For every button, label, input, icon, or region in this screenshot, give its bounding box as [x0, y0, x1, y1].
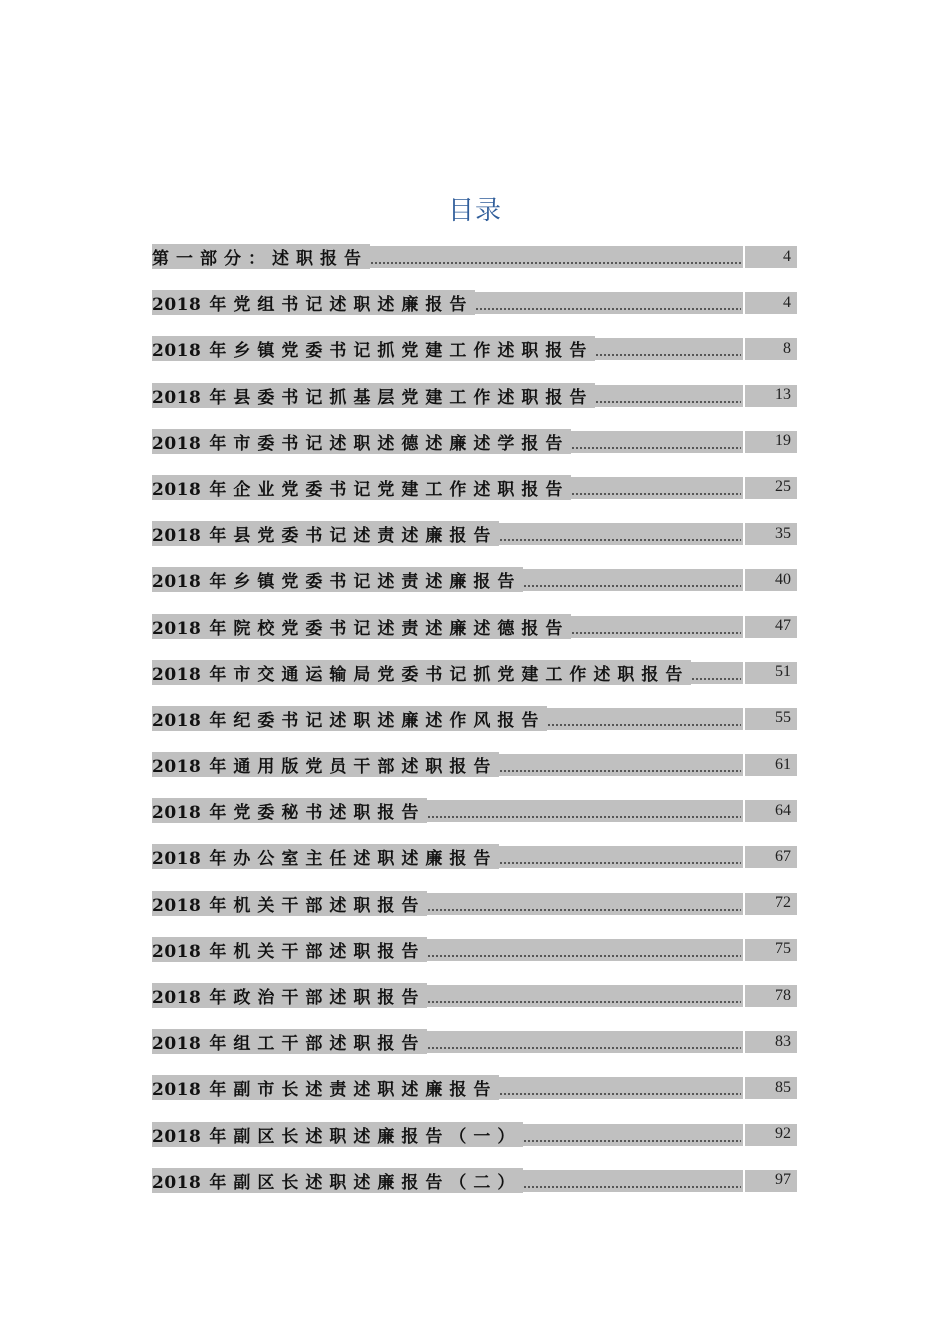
- toc-page-number: 83: [775, 1032, 791, 1050]
- toc-page-number: 13: [775, 386, 791, 404]
- toc-leader-dots: [370, 244, 741, 269]
- toc-entry-label: 2018 年企业党委书记党建工作述职报告: [152, 475, 571, 500]
- toc-leader-dots: [523, 1122, 741, 1147]
- toc-leader-dots: [595, 336, 741, 361]
- toc-entry[interactable]: [152, 844, 797, 869]
- toc-leader-dots: [523, 1168, 741, 1193]
- toc-leader-dots: [427, 983, 741, 1008]
- toc-entry-label: 2018 年副区长述职述廉报告（一）: [152, 1122, 523, 1147]
- toc-leader-dots: [547, 706, 741, 731]
- toc-entry[interactable]: [152, 937, 797, 962]
- toc-leader-dots: [475, 290, 741, 315]
- toc-entry[interactable]: [152, 521, 797, 546]
- toc-entry[interactable]: [152, 429, 797, 454]
- toc-page-number: 67: [775, 847, 791, 865]
- toc-entry[interactable]: [152, 567, 797, 592]
- toc-leader-dots: [499, 752, 741, 777]
- toc-entry-label: 2018 年机关干部述职报告: [152, 937, 427, 962]
- toc-page-number: 25: [775, 478, 791, 496]
- toc-leader-dots: [427, 798, 741, 823]
- toc-leader-dots: [691, 660, 741, 685]
- toc-entry-label: 2018 年县委书记抓基层党建工作述职报告: [152, 383, 595, 408]
- toc-leader-dots: [499, 521, 741, 546]
- toc-page-number: 4: [783, 247, 791, 265]
- toc-leader-dots: [427, 1029, 741, 1054]
- toc-leader-dots: [499, 844, 741, 869]
- toc-entry-label: 2018 年市委书记述职述德述廉述学报告: [152, 429, 571, 454]
- toc-leader-dots: [571, 614, 741, 639]
- toc-entry-label: 2018 年党委秘书述职报告: [152, 798, 427, 823]
- toc-entry[interactable]: [152, 383, 797, 408]
- toc-entry[interactable]: [152, 752, 797, 777]
- toc-page-number: 64: [775, 801, 791, 819]
- toc-page-number: 19: [775, 432, 791, 450]
- toc-leader-dots: [427, 937, 741, 962]
- toc-page-number: 55: [775, 709, 791, 727]
- toc-entry[interactable]: [152, 660, 797, 685]
- toc-entry[interactable]: [152, 614, 797, 639]
- toc-entry[interactable]: [152, 244, 797, 269]
- toc-entry-label: 2018 年机关干部述职报告: [152, 891, 427, 916]
- toc-entry-label: 2018 年纪委书记述职述廉述作风报告: [152, 706, 547, 731]
- toc-page-number: 47: [775, 617, 791, 634]
- toc-entry-label: 2018 年党组书记述职述廉报告: [152, 290, 475, 315]
- toc-entry-label: 2018 年乡镇党委书记述责述廉报告: [152, 567, 523, 592]
- toc-entry[interactable]: [152, 1075, 797, 1100]
- toc-list: [152, 244, 797, 1214]
- toc-entry[interactable]: [152, 475, 797, 500]
- toc-page-number: 92: [775, 1125, 791, 1143]
- toc-leader-dots: [595, 383, 741, 408]
- page-title: 目录: [447, 196, 502, 226]
- toc-leader-dots: [427, 891, 741, 916]
- toc-entry-label: 2018 年乡镇党委书记抓党建工作述职报告: [152, 336, 595, 361]
- toc-entry-label: 2018 年政治干部述职报告: [152, 983, 427, 1008]
- toc-page-number: 4: [783, 293, 791, 311]
- toc-entry[interactable]: [152, 983, 797, 1008]
- toc-page-number: 51: [775, 663, 791, 681]
- toc-page-number: 75: [775, 940, 791, 958]
- toc-entry-label: 2018 年市交通运输局党委书记抓党建工作述职报告: [152, 660, 691, 685]
- toc-entry-label: 2018 年院校党委书记述责述廉述德报告: [152, 614, 571, 639]
- toc-entry-label: 2018 年组工干部述职报告: [152, 1029, 427, 1054]
- toc-page-number: 78: [775, 986, 791, 1004]
- toc-page-number: 72: [775, 894, 791, 912]
- toc-page-number: 40: [775, 570, 791, 588]
- toc-entry[interactable]: [152, 1122, 797, 1147]
- toc-page-number: 85: [775, 1078, 791, 1096]
- toc-entry-label: 第一部分：述职报告: [152, 244, 370, 269]
- toc-leader-dots: [523, 567, 741, 592]
- toc-page-number: 61: [775, 755, 791, 773]
- toc-entry-label: 2018 年通用版党员干部述职报告: [152, 752, 499, 777]
- toc-page-number: 8: [783, 339, 791, 357]
- toc-entry[interactable]: [152, 336, 797, 361]
- toc-entry-label: 2018 年办公室主任述职述廉报告: [152, 844, 499, 869]
- toc-entry[interactable]: [152, 1168, 797, 1193]
- toc-page-number: 97: [775, 1171, 791, 1189]
- toc-leader-dots: [571, 429, 741, 454]
- toc-page-number: 35: [775, 524, 791, 542]
- toc-entry[interactable]: [152, 706, 797, 731]
- toc-entry-label: 2018 年副区长述职述廉报告（二）: [152, 1168, 523, 1193]
- toc-leader-dots: [499, 1075, 741, 1100]
- toc-leader-dots: [571, 475, 741, 500]
- toc-entry[interactable]: [152, 891, 797, 916]
- toc-entry[interactable]: [152, 290, 797, 315]
- toc-entry-label: 2018 年副市长述责述职述廉报告: [152, 1075, 499, 1100]
- toc-entry[interactable]: [152, 1029, 797, 1054]
- toc-entry-label: 2018 年县党委书记述责述廉报告: [152, 521, 499, 546]
- toc-entry[interactable]: [152, 798, 797, 823]
